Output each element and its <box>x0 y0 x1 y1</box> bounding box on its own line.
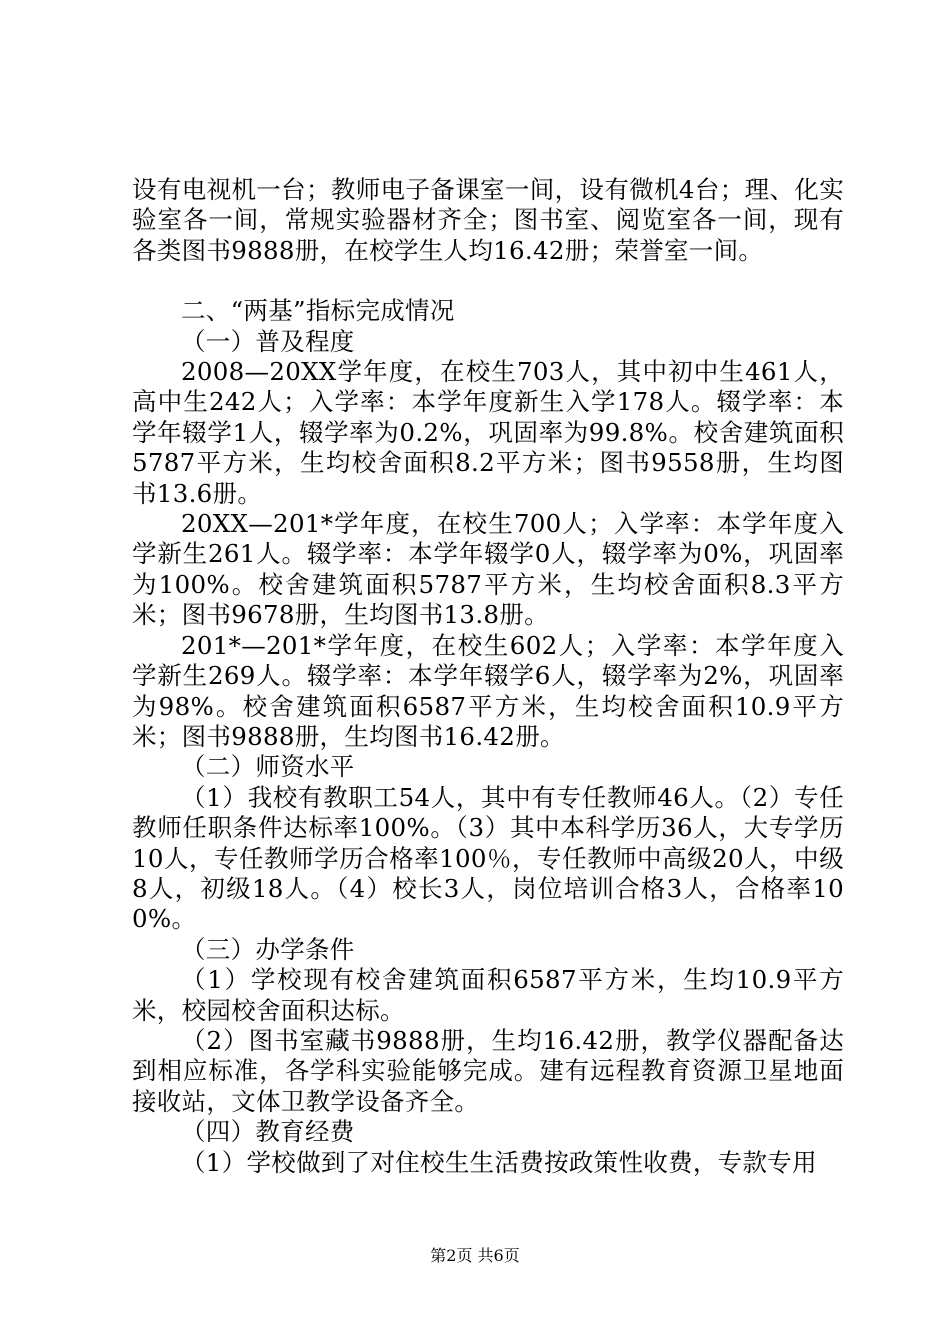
subheading-teachers: （二）师资水平 <box>181 752 355 782</box>
section-heading-two-basics: 二、“两基”指标完成情况 <box>181 296 455 326</box>
subheading-popularization: （一）普及程度 <box>181 326 355 356</box>
paragraph-year-201x: 201*—201*学年度，在校生602人；入学率：本学年度入学新生269人。辍学率：本学年辍学6人，辍学率为2%，巩固率为98%。校舍建筑面积6587平方米，生均校舍面积10.9平方米；图书9888册，生均图书16.42册。 <box>132 630 844 751</box>
paragraph-teachers: （1）我校有教职工54人，其中有专任教师46人。（2）专任教师任职条件达标率100%。（3）其中本科学历36人，大专学历10人，专任教师学历合格率100％，专任教师中高级20人，中级8人，初级18人。（4）校长3人，岗位培训合格3人，合格率100%。 <box>132 782 844 934</box>
subheading-funding: （四）教育经费 <box>181 1117 355 1147</box>
paragraph-facilities-continued: 设有电视机一台；教师电子备课室一间，设有微机4台；理、化实验室各一间，常规实验器材齐全；图书室、阅览室各一间，现有各类图书9888册，在校学生人均16.42册；荣誉室一间。 <box>132 175 844 265</box>
paragraph-conditions-1: （1）学校现有校舍建筑面积6587平方米，生均10.9平方米，校园校舍面积达标。 <box>132 965 844 1025</box>
document-body <box>132 175 844 1178</box>
paragraph-funding-1: （1）学校做到了对住校生生活费按政策性收费，专款专用 <box>181 1147 817 1177</box>
paragraph-year-20xx: 20XX—201*学年度，在校生700人；入学率：本学年度入学新生261人。辍学率：本学年辍学0人，辍学率为0%，巩固率为100%。校舍建筑面积5787平方米，生均校舍面积8.3平方米；图书9678册，生均图书13.8册。 <box>132 509 844 630</box>
paragraph-year-2008: 2008—20XX学年度，在校生703人，其中初中生461人，高中生242人；入学率：本学年度新生入学178人。辍学率：本学年辍学1人，辍学率为0.2%，巩固率为99.8%。校舍建筑面积5787平方米，生均校舍面积8.2平方米；图书9558册，生均图书13.6册。 <box>132 357 844 508</box>
subheading-conditions: （三）办学条件 <box>181 934 355 964</box>
paragraph-conditions-2: （2）图书室藏书9888册，生均16.42册，教学仪器配备达到相应标准，各学科实验能够完成。建有远程教育资源卫星地面接收站，文体卫教学设备齐全。 <box>132 1025 844 1116</box>
page-number-footer: 第2页 共6页 <box>430 1246 520 1265</box>
paragraph-gap <box>132 266 844 296</box>
